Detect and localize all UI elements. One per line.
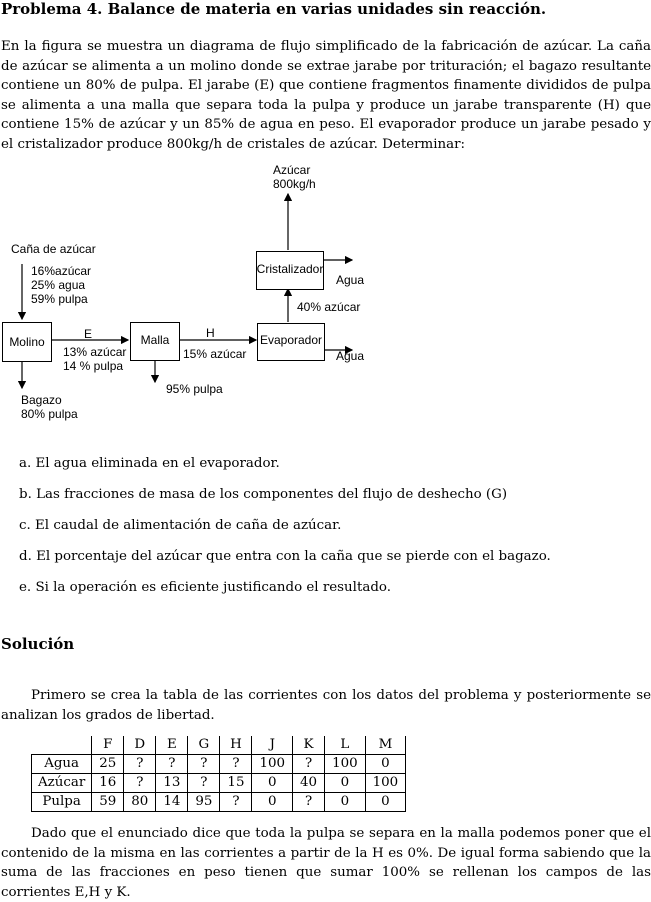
table-cell: 59 [92,793,124,812]
table-header: G [188,736,220,755]
solution-heading: Solución [1,635,75,653]
table-cell: 95 [188,793,220,812]
crystallizer-box [256,251,324,290]
table-cell: 100 [325,755,366,774]
table-cell: 0 [325,774,366,793]
bagasse-label [21,393,78,421]
table-header: L [325,736,366,755]
table-cell: 16 [92,774,124,793]
bagasse-pulp: 80% pulpa [21,407,78,421]
table-cell: 100 [365,774,406,793]
solution-intro: Primero se crea la tabla de las corrientes con los datos del problema y posteriormente se analizan los grados de libertad. [1,688,651,723]
table-cell: ? [293,755,325,774]
cane-pulp: 59% pulpa [31,292,88,306]
sugar-rate: 800kg/h [273,177,316,191]
table-cell: 40 [293,774,325,793]
cane-composition [31,264,91,306]
table-header: H [220,736,252,755]
problem-title: Problema 4. Balance de materia en varias unidades sin reacción. [1,0,547,18]
mill-box [2,322,52,362]
table-cell: 14 [156,793,188,812]
question-a: a. El agua eliminada en el evaporador. [19,456,280,471]
table-cell: ? [188,755,220,774]
cane-sugar: 16%azúcar [31,264,92,278]
mesh-box [130,322,180,361]
stream-e-composition [63,345,126,373]
table-header: M [365,736,406,755]
table-cell: ? [293,793,325,812]
table-header: K [293,736,325,755]
e-pulp: 14 % pulpa [63,359,124,373]
table-header: D [124,736,156,755]
table-cell: 0 [365,755,406,774]
sugar-output-label [273,163,316,191]
row-label: Pulpa [32,793,92,812]
streams-table [31,736,406,812]
question-b: b. Las fracciones de masa de los componentes del flujo de deshecho (G) [19,487,508,502]
solution-closing: Dado que el enunciado dice que toda la pulpa se separa en la malla podemos poner que el contenido de la misma en las corrientes a partir de la H es 0%. De igual forma sabiendo que la suma de las fracciones en peso tienen que sumar 100% se rellenan los campos de las corrientes E,H y K. [1,826,651,900]
cane-label: Caña de azúcar [11,242,96,256]
flow-diagram [0,160,651,430]
mesh-label: Malla [140,332,170,347]
table-header-row [32,736,406,755]
table-cell: ? [124,774,156,793]
crystallizer-label: Cristalizador [256,261,324,276]
diagram-lines [0,160,651,430]
table-row [32,755,406,774]
table-cell: ? [188,774,220,793]
table-cell: 100 [252,755,293,774]
sugar-label: Azúcar [273,163,311,177]
table-corner [32,736,92,755]
table-cell: ? [220,755,252,774]
evap-water-label: Agua [336,349,365,363]
table-cell: 0 [252,793,293,812]
problem-statement: En la figura se muestra un diagrama de flujo simplificado de la fabricación de azúcar. La caña de azúcar se alimenta a un molino donde se extrae jarabe por trituración; el bagazo resultante contiene un 80% de pulpa. El jarabe (E) que contiene fragmentos finamente divididos de pulpa se alimenta a una malla que separa toda la pulpa y produce un jarabe transparente (H) que contiene 15% de azúcar y un 85% de agua en peso. El evaporador produce un jarabe pesado y el cristalizador produce 800kg/h de cristales de azúcar. Determinar: [1,39,651,152]
table-cell: ? [156,755,188,774]
table-row [32,793,406,812]
table-cell: 0 [325,793,366,812]
table-cell: ? [220,793,252,812]
syrup-40-label: 40% azúcar [297,300,361,314]
table-cell: 80 [124,793,156,812]
stream-h-composition: 15% azúcar [183,347,247,361]
cane-water: 25% agua [31,278,86,292]
mill-label: Molino [9,335,45,349]
cryst-water-label: Agua [336,273,365,287]
evaporator-box [257,323,325,361]
table-cell: 15 [220,774,252,793]
table-header: J [252,736,293,755]
question-e: e. Si la operación es eficiente justificando el resultado. [19,580,391,595]
table-cell: 25 [92,755,124,774]
question-c: c. El caudal de alimentación de caña de azúcar. [19,518,342,533]
table-cell: 0 [365,793,406,812]
table-cell: ? [124,755,156,774]
row-label: Azúcar [32,774,92,793]
mesh-waste-label: 95% pulpa [166,382,223,396]
row-label: Agua [32,755,92,774]
question-d: d. El porcentaje del azúcar que entra con la caña que se pierde con el bagazo. [19,549,551,564]
table-header: F [92,736,124,755]
stream-e-label: E [84,327,93,341]
evaporator-label: Evaporador [259,333,323,347]
table-cell: 13 [156,774,188,793]
stream-h-label: H [206,326,215,340]
e-sugar: 13% azúcar [63,345,127,359]
bagasse-name: Bagazo [21,393,62,407]
table-header: E [156,736,188,755]
table-cell: 0 [252,774,293,793]
table-row [32,774,406,793]
